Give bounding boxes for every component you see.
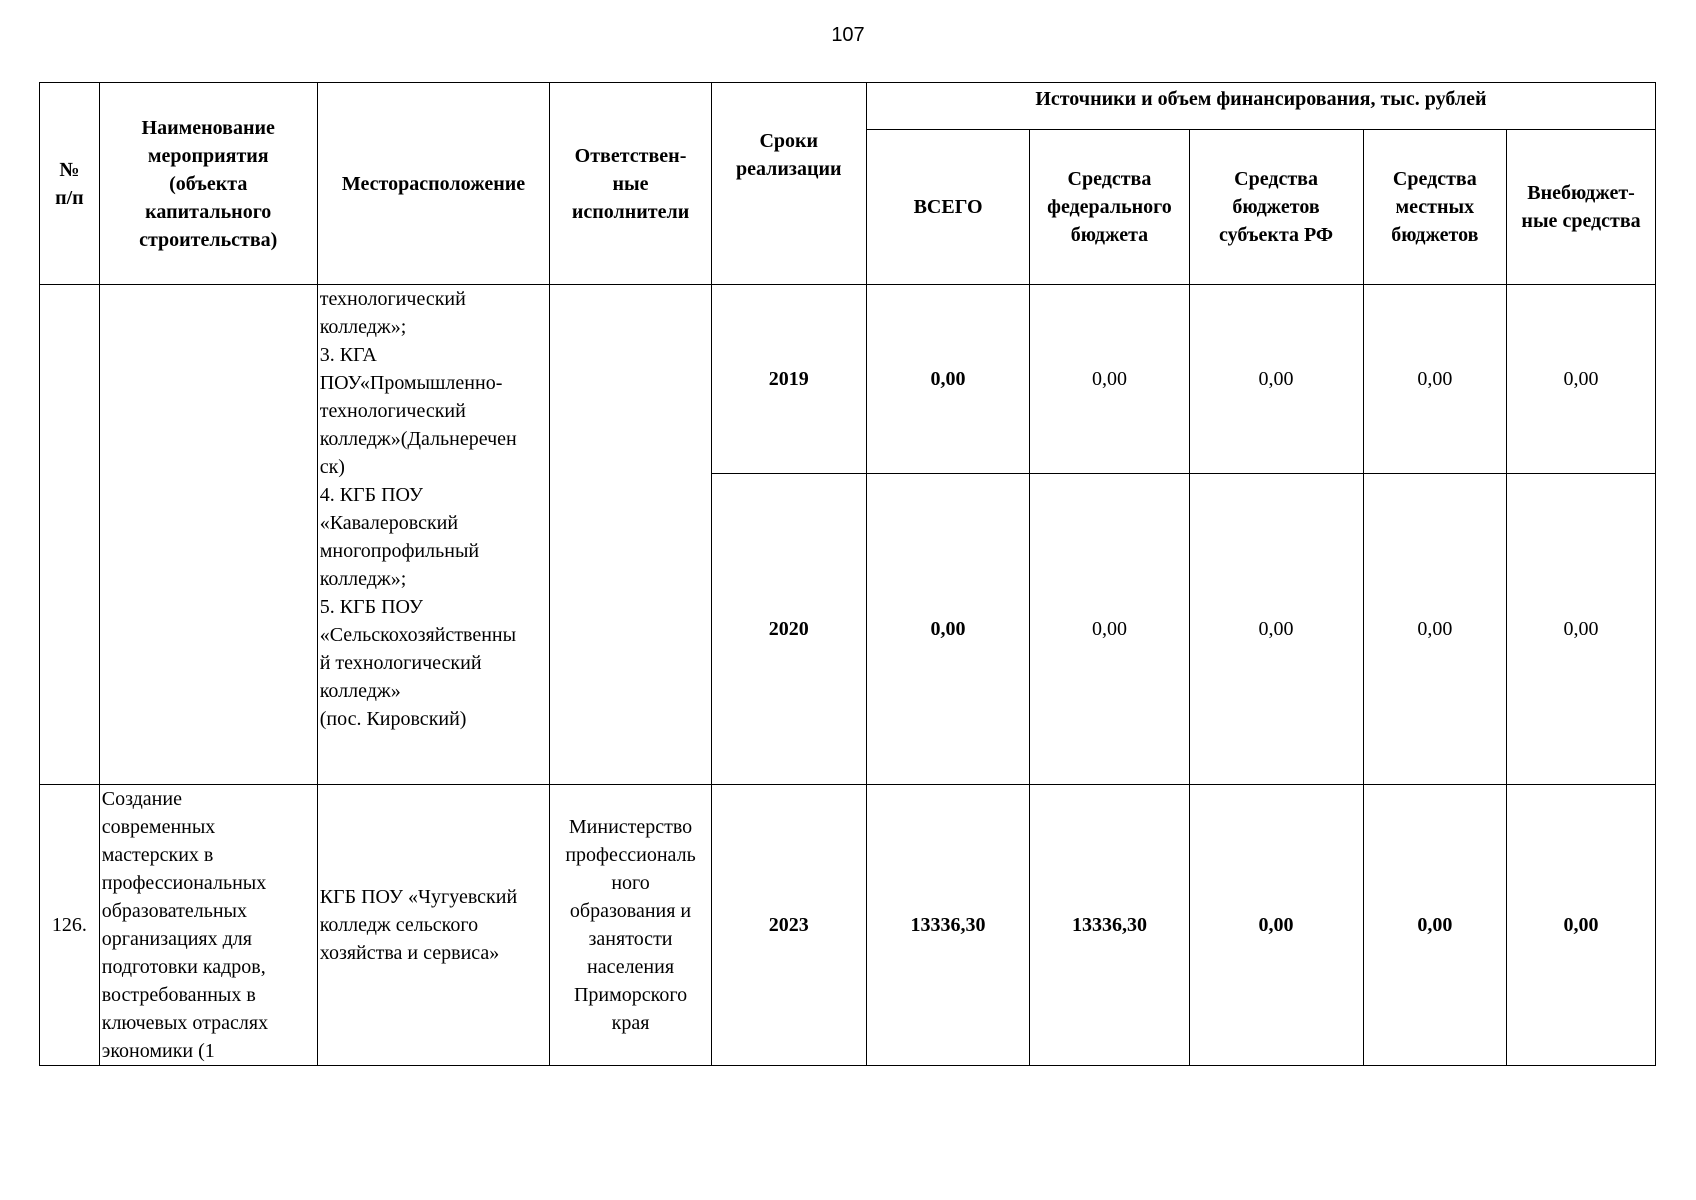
cell-total: 0,00 (866, 474, 1029, 785)
header-location: Месторасположение (317, 83, 550, 285)
cell-location: технологический колледж»; 3. КГА ПОУ«Промышленно- технологический колледж»(Дальнеречен ск) 4. КГБ ПОУ «Кавалеровский многопрофильный колледж»; 5. КГБ ПОУ «Сельскохозяйственны й технологический колледж» (пос. Кировский) (317, 285, 550, 785)
header-num: № п/п (40, 83, 100, 285)
cell-name: Создание современных мастерских в профессиональных образовательных организациях для подготовки кадров, востребованных в ключевых отраслях экономики (1 (99, 785, 317, 1066)
cell-name (99, 285, 317, 785)
cell-num: 126. (40, 785, 100, 1066)
cell-federal: 0,00 (1030, 474, 1189, 785)
financing-table (39, 82, 1656, 1066)
cell-extrabudget: 0,00 (1507, 785, 1656, 1066)
cell-year: 2019 (711, 285, 866, 474)
table-row (40, 785, 1656, 1066)
cell-extrabudget: 0,00 (1507, 474, 1656, 785)
cell-subject: 0,00 (1189, 785, 1363, 1066)
header-terms: Сроки реализации (711, 83, 866, 285)
cell-local: 0,00 (1363, 785, 1507, 1066)
cell-extrabudget: 0,00 (1507, 285, 1656, 474)
cell-executors: Министерство профессиональ ного образования и занятости населения Приморского края (550, 785, 711, 1066)
cell-num (40, 285, 100, 785)
cell-year: 2020 (711, 474, 866, 785)
header-local: Средства местных бюджетов (1363, 130, 1507, 285)
cell-local: 0,00 (1363, 285, 1507, 474)
cell-executors (550, 285, 711, 785)
header-subject: Средства бюджетов субъекта РФ (1189, 130, 1363, 285)
cell-subject: 0,00 (1189, 285, 1363, 474)
header-federal: Средства федерального бюджета (1030, 130, 1189, 285)
cell-subject: 0,00 (1189, 474, 1363, 785)
header-extrabudget: Внебюджет- ные средства (1507, 130, 1656, 285)
header-executors: Ответствен- ные исполнители (550, 83, 711, 285)
header-total: ВСЕГО (866, 130, 1029, 285)
cell-federal: 0,00 (1030, 285, 1189, 474)
cell-local: 0,00 (1363, 474, 1507, 785)
header-name: Наименование мероприятия (объекта капитального строительства) (99, 83, 317, 285)
cell-location: КГБ ПОУ «Чугуевский колледж сельского хозяйства и сервиса» (317, 785, 550, 1066)
cell-year: 2023 (711, 785, 866, 1066)
header-funding-group: Источники и объем финансирования, тыс. рублей (866, 83, 1655, 130)
cell-federal: 13336,30 (1030, 785, 1189, 1066)
page-number: 107 (831, 24, 865, 46)
table-row (40, 285, 1656, 474)
cell-total: 0,00 (866, 285, 1029, 474)
header-row-top (40, 83, 1656, 130)
cell-total: 13336,30 (866, 785, 1029, 1066)
